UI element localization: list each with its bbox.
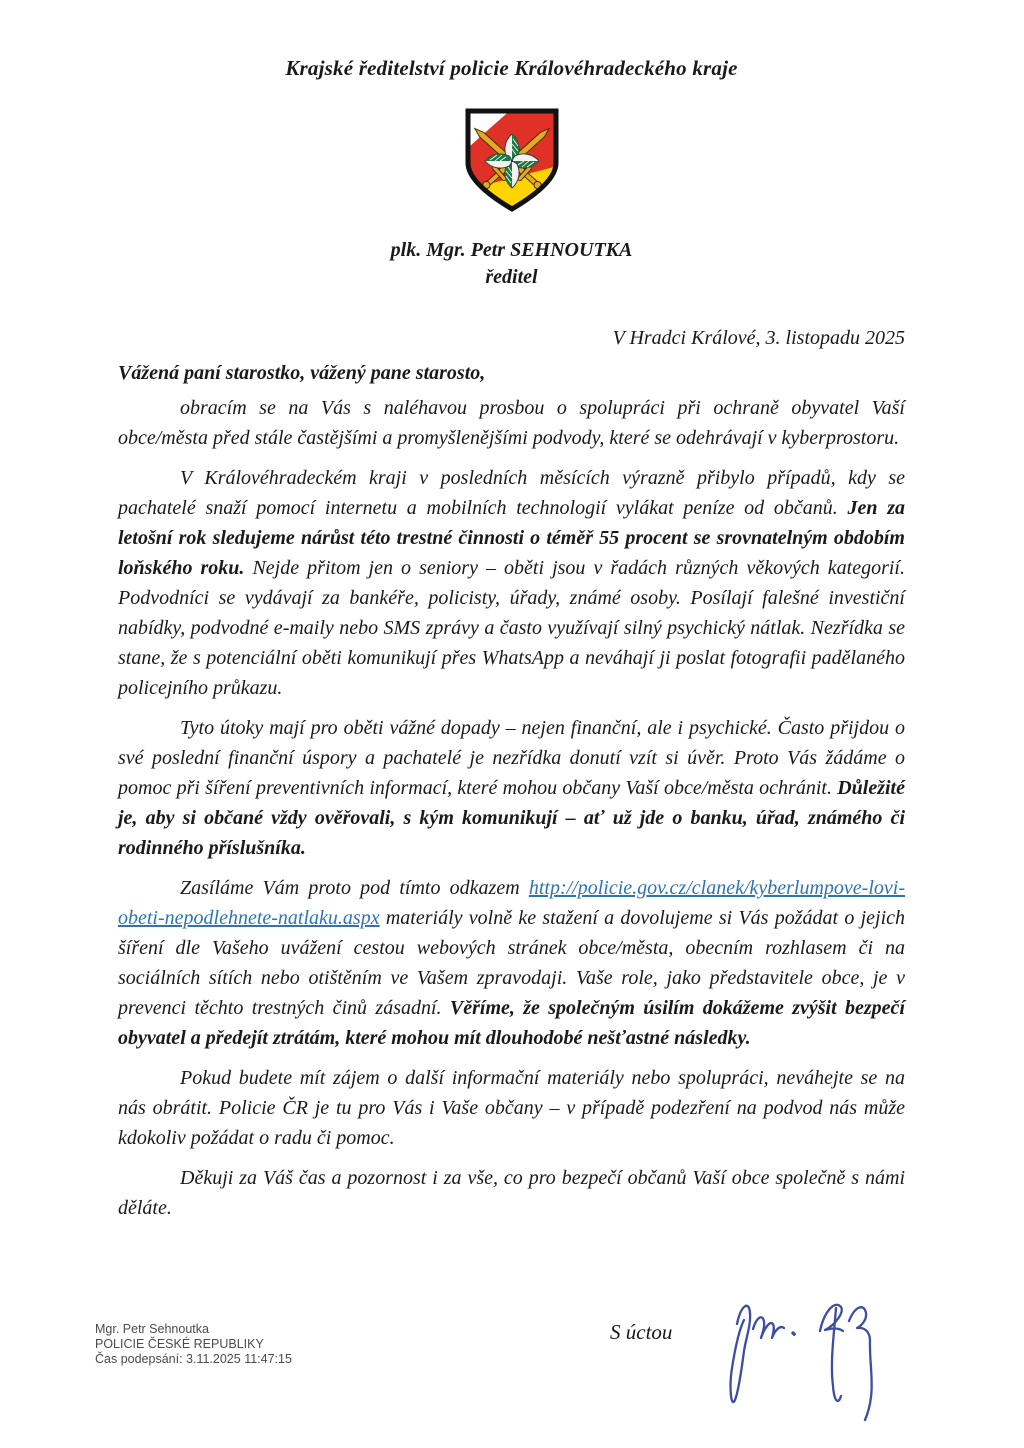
signatory-role: ředitel — [485, 266, 538, 288]
stamp-organization: POLICIE ČESKÉ REPUBLIKY — [95, 1337, 264, 1351]
page-title: Krajské ředitelství policie Královéhradeckého kraje — [285, 56, 738, 80]
paragraph — [118, 1163, 905, 1223]
emphasis-text: Jen za letošní rok sledujeme nárůst této trestné činnosti o téměř 55 procent se srovnatelným obdobím loňského roku. — [118, 497, 905, 579]
stamp-name: Mgr. Petr Sehnoutka — [95, 1322, 209, 1336]
digital-signature-stamp — [95, 1322, 292, 1367]
body-text: Tyto útoky mají pro oběti vážné dopady – nejen finanční, ale i psychické. Často přijdou o své poslední finanční úspory a pachatelé je nezřídka donutí vzít si úvěr. Proto Vás žádáme o pomoc při šíření preventivních informací, které mohou občany Vaší obce/města ochránit. — [118, 717, 905, 799]
handwritten-signature-icon — [722, 1272, 897, 1430]
emphasis-text: Věříme, že společným úsilím dokážeme zvýšit bezpečí obyvatel a předejít ztrátám, které mohou mít dlouhodobé nešťastné následky. — [118, 997, 905, 1049]
signatory-name: plk. Mgr. Petr SEHNOUTKA — [390, 239, 633, 261]
letter-body — [118, 393, 905, 1223]
letter-footer — [0, 1316, 1024, 1448]
body-text: Nejde přitom jen o seniory – oběti jsou v řadách různých věkových kategorií. Podvodníci se vydávají za bankéře, policisty, úřady, známé osoby. Posílají falešné investiční nabídky, podvodné e-maily nebo SMS zprávy a často využívají silný psychický nátlak. Nezřídka se stane, že s potenciální oběti komunikují přes WhatsApp a neváhají ji poslat fotografii padělaného policejního průkazu. — [118, 557, 905, 699]
body-text: V Královéhradeckém kraji v posledních měsících výrazně přibylo případů, kdy se pachatelé snaží pomocí internetu a mobilních technologií vylákat peníze od občanů. — [118, 467, 905, 519]
emphasis-text: Důležité je, aby si občané vždy ověřovali, s kým komunikují – ať už jde o banku, úřad, známého či rodinného příslušníka. — [118, 777, 905, 859]
stamp-signed-at: Čas podepsání: 3.11.2025 11:47:15 — [95, 1352, 292, 1366]
paragraph — [118, 463, 905, 703]
paragraph — [118, 393, 905, 453]
article-link[interactable]: http://policie.gov.cz/clanek/kyberlumpove-lovi-obeti-nepodlehnete-natlaku.aspx — [118, 877, 905, 929]
dateline: V Hradci Králové, 3. listopadu 2025 — [612, 327, 905, 349]
body-text: Pokud budete mít zájem o další informační materiály nebo spolupráci, neváhejte se na nás obrátit. Policie ČR je tu pro Vás i Vaše občany – v případě podezření na podvod nás může kdokoliv požádat o radu či pomoc. — [118, 1067, 905, 1149]
body-text: Děkuji za Váš čas a pozornost i za vše, co pro bezpečí občanů Vaší obce společně s námi děláte. — [118, 1167, 905, 1219]
body-text: obracím se na Vás s naléhavou prosbou o spolupráci při ochraně obyvatel Vaší obce/města před stále častějšími a promyšlenějšími podvody, které se odehrávají v kyberprostoru. — [118, 397, 905, 449]
paragraph — [118, 713, 905, 863]
paragraph — [118, 1063, 905, 1153]
police-coat-of-arms-icon — [461, 107, 563, 213]
signatory-block — [118, 237, 905, 291]
salutation: Vážená paní starostko, vážený pane starosto, — [118, 362, 486, 384]
paragraph — [118, 873, 905, 1053]
closing-phrase: S úctou — [610, 1320, 673, 1344]
body-text: Zasíláme Vám proto pod tímto odkazem — [180, 877, 529, 899]
body-text: materiály volně ke stažení a dovolujeme si Vás požádat o jejich šíření dle Vašeho uvážení cestou webových stránek obce/města, obecním rozhlasem či na sociálních sítích nebo otištěním ve Vašem zpravodaji. Vaše role, jako představitele obce, je v prevenci těchto trestných činů zásadní. — [118, 907, 905, 1019]
emblem-container — [118, 107, 905, 213]
